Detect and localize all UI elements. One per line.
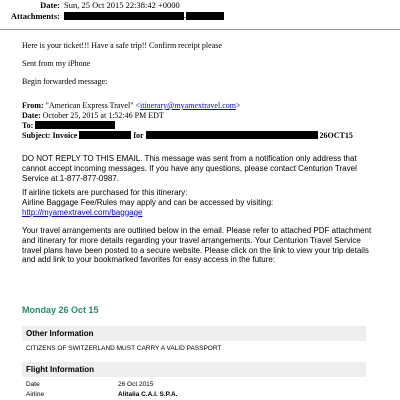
baggage-paragraph	[22, 188, 382, 217]
date-label: Date:	[40, 0, 60, 10]
no-reply-notice	[22, 154, 382, 183]
airline-value: Alitalia C.A.I. S.P.A.	[118, 391, 178, 398]
header-divider	[0, 29, 400, 30]
passport-notice: CITIZENS OF SWITZERLAND MUST CARRY A VALID PASSPORT	[26, 345, 222, 352]
other-information-header: Other Information	[22, 326, 366, 341]
travel-arrangements-text: Your travel arrangements are outlined below in the email. Please refer to attached PDF attachment and itinerary for more details regarding your travel arrangements. Your Centurion Travel Service travel plans have been posted to a secure website. Please click on the link to view your trip details and add link to your bookmarked favorites for easy access in the future:	[22, 226, 372, 265]
flight-date-value: 26 Oct 2015	[118, 381, 154, 388]
fwd-from-name: "American Express Travel" <	[45, 101, 140, 110]
redacted-attachment-name	[64, 12, 187, 21]
flight-information-header: Flight Information	[22, 362, 366, 377]
attachments-separator: -	[184, 13, 187, 21]
flight-date-label: Date	[26, 381, 40, 388]
date-value: Sun, 25 Oct 2015 22:38:42 +0000	[64, 0, 180, 10]
baggage-link[interactable]: http://myamextravel.com/baggage	[22, 207, 143, 217]
email-date-line	[0, 0, 180, 10]
redacted-recipient	[35, 121, 115, 129]
fwd-from-email-link[interactable]: itinerary@myamextravel.com	[139, 101, 236, 110]
redacted-attachment-ext	[186, 12, 224, 20]
fwd-from-close: >	[235, 101, 241, 110]
redacted-traveler-name	[146, 131, 318, 139]
forwarded-date-line	[22, 111, 164, 121]
forwarded-message-line: Begin forwarded message:	[22, 77, 108, 86]
baggage-line-1: If airline tickets are purchased for this itinerary:	[22, 188, 188, 197]
fwd-date-label: Date:	[22, 111, 41, 120]
attachments-label: Attachments:	[10, 11, 60, 21]
intro-message: Here is your ticket!!! Have a safe trip!! Confirm receipt please	[22, 41, 222, 50]
travel-arrangements-paragraph	[22, 226, 382, 265]
fwd-date-value: October 25, 2015 at 1:52:46 PM EDT	[42, 111, 164, 120]
forwarded-subject-line	[22, 131, 353, 141]
forwarded-to-line	[22, 121, 115, 131]
day-heading: Monday 26 Oct 15	[22, 305, 99, 315]
fwd-subject-date: 26OCT15	[319, 131, 353, 140]
fwd-subject-for: for	[133, 131, 144, 140]
fwd-from-label: From:	[22, 101, 44, 110]
no-reply-text: DO NOT REPLY TO THIS EMAIL. This message was sent from a notification only address that cannot accept incoming messages. If you have any questions, please contact Centurion Travel Service at 1-877-877-0987.	[22, 154, 357, 183]
fwd-to-label: To:	[22, 121, 34, 130]
redacted-invoice-number	[79, 131, 131, 139]
airline-label: Airline	[26, 391, 45, 398]
forwarded-from-line	[22, 101, 241, 111]
sent-from-line: Sent from my iPhone	[22, 59, 91, 68]
fwd-subject-label: Subject: Invoice	[22, 131, 78, 140]
baggage-line-2: Airline Baggage Fee/Rules may apply and can be accessed by visiting:	[22, 197, 274, 207]
attachments-line	[0, 11, 224, 22]
